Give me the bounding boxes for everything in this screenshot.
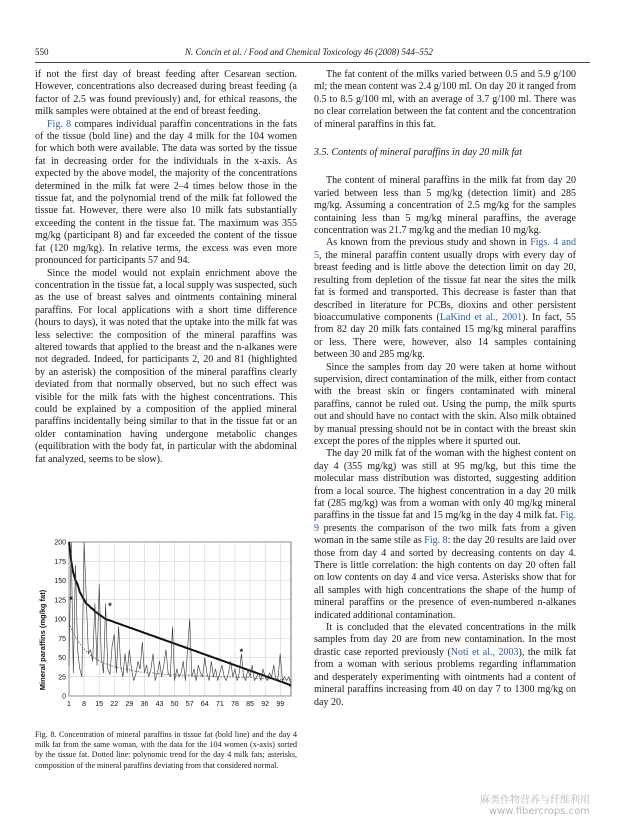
figure-link[interactable]: Fig. 8	[47, 118, 72, 130]
y-tick-label: 75	[58, 635, 66, 643]
figure-link[interactable]: Figs. 4 and 5	[314, 237, 576, 261]
paragraph: The fat content of the milks varied between 0.5 and 5.9 g/100 ml; the mean content was 2.4 g/100 ml. On day 20 it ranged from 0.5 to 8.5 g/100 ml, with an average of 3.7 g/100 ml. There was no clear correlation between the fat content and the concentration of mineral paraffins in this fat.	[314, 69, 576, 130]
running-header	[35, 47, 590, 59]
y-tick-label: 50	[58, 655, 66, 662]
figure-8-chart	[35, 538, 297, 724]
y-tick-label: 200	[54, 539, 66, 547]
x-tick-label: 99	[276, 701, 285, 708]
y-tick-label: 150	[54, 578, 66, 585]
page-number: 550	[35, 47, 49, 57]
x-tick-label: 78	[231, 701, 239, 708]
left-column	[35, 69, 297, 466]
paragraph: if not the first day of breast feeding after Cesarean section. However, concentrations also decreased during breast feeding (a factor of 2.5 was found previously) and, for ethical reasons, the milk samples were obtained at the end of breast feeding.	[35, 69, 297, 118]
asterisk-marker: *	[69, 594, 73, 605]
figure-link[interactable]: Fig. 8	[424, 535, 448, 547]
asterisk-marker: *	[239, 647, 244, 658]
right-column	[314, 69, 576, 709]
x-tick-label: 57	[185, 701, 194, 708]
x-tick-label: 85	[246, 701, 254, 708]
x-tick-label: 71	[215, 701, 224, 708]
section-heading: 3.5. Contents of mineral paraffins in day 20 milk fat	[314, 147, 523, 159]
x-tick-label: 43	[155, 701, 164, 708]
citation-link[interactable]: Noti et al., 2003	[450, 646, 519, 658]
paragraph: As known from the previous study and shown in Figs. 4 and 5, the mineral paraffin content usually drops with every day of breast feeding and is little above the detection limit on day 20, resulting from depletion of the tissue fat near the sites the milk fat is formed and transported. This decrease is faster than that described in literature for PCBs, dioxins and other persistent bioaccumulative components (LaKind et al., 2001). In fact, 55 from 82 day 20 milk fats contained 15 mg/kg mineral paraffins or less. There were, however, also 14 samples containing between 30 and 285 mg/kg.	[314, 237, 576, 361]
paragraph: Since the model would not explain enrichment above the concentration in the tissue fat, a local supply was suspected, such as the use of breast salves and ointments containing mineral paraffins. For local applications with a short time difference (hours to days), it was noted that the uptake into the milk fat was less selective: the composition of the mineral paraffins was altered towards that applied to the breast and the n-alkanes were not degraded. Indeed, for participants 2, 20 and 81 (highlighted by an asterisk) the composition of the mineral paraffins clearly deviated from that normally observed, but no such effect was visible for the milk fats with the highest concentrations. This could be explained by a composition of the applied mineral paraffins incidentally being similar to that in the tissue fat or an older contamination having undergone metabolic changes (equilibration with the body fat, in particular with the abdominal fat analyzed, seems to be slow).	[35, 267, 297, 465]
figure-8	[35, 538, 297, 724]
asterisk-marker: *	[108, 600, 112, 611]
watermark	[480, 795, 590, 817]
x-tick-label: 1	[67, 701, 71, 708]
figure-link[interactable]: Fig. 9	[314, 510, 576, 534]
paragraph: The content of mineral paraffins in the milk fat from day 20 varied between less than 5 mg/kg (detection limit) and 285 mg/kg. Assuming a concentration of 2.5 mg/kg for the samples containing less than 5 mg/kg mineral paraffins, the average concentration was 21.7 mg/kg and the median 10 mg/kg.	[314, 175, 576, 237]
watermark-line: www.fibercrops.com	[488, 806, 590, 817]
x-tick-label: 92	[261, 701, 270, 708]
x-tick-label: 36	[140, 701, 149, 708]
paragraph: Fig. 8 compares individual paraffin concentrations in the fats of the tissue (bold line) and the day 4 milk for the 104 women for which both were available. The data was sorted by the tissue fat in decreasing order for the individuals in the x-axis. As expected by the above model, the majority of the concentrations determined in the milk fat were 2–4 times below those in the tissue fat, and the polynomial trend of the milk fat followed the tissue fat. However, there were also 10 milk fats substantially exceeding the content in the tissue fat. The maximum was 355 mg/kg (participant 8) and far exceeded the content of the tissue fat (120 mg/kg). In relative terms, the excess was even more pronounced for participants 57 and 94.	[35, 118, 298, 267]
paragraph: The day 20 milk fat of the woman with the highest content on day 4 (355 mg/kg) was still at 95 mg/kg, but this time the molecular mass distribution was distorted, suggesting addition from a local source. The highest concentration in a day 20 milk fat (285 mg/kg) was from a woman with only 40 mg/kg mineral paraffins in the tissue fat and 15 mg/kg in the day 4 milk fat. Fig. 9 presents the comparison of the two milk fats from a given woman in the same stile as Fig. 8: the day 20 results are laid over those from day 4 and sorted by decreasing contents on day 4. There is little correlation: the high contents on day 20 often fall on low contents on day 4 and vice versa. Asterisks show that for all samples with high concentrations the shape of the hump of mineral paraffins or the presence of even-numbered n-alkanes indicated additional contamination.	[314, 448, 576, 621]
watermark-line: 麻类作物营养与纤维利用	[480, 795, 590, 806]
x-tick-label: 64	[200, 701, 209, 708]
x-tick-label: 29	[125, 701, 134, 708]
y-axis-label: Mineral paraffins (mg/kg fat)	[38, 589, 47, 691]
x-tick-label: 50	[170, 701, 179, 708]
x-tick-label: 22	[110, 701, 119, 708]
paragraph: Since the samples from day 20 were taken at home without supervision, direct contamination of the milk, either from contact with the breast skin or fingers contaminated with mineral paraffins, cannot be ruled out. Using the pump, the milk spurts out and should have no contact with the skin. Also milk obtained by manual pressing should not be in contact with the breast skin except the pores of the nipples where it spurted out.	[314, 361, 576, 447]
x-tick-label: 8	[82, 701, 87, 708]
journal-citation: N. Concin et al. / Food and Chemical Toxicology 46 (2008) 544–552	[185, 47, 433, 57]
y-tick-label: 25	[58, 674, 66, 682]
paragraph: It is concluded that the elevated concentrations in the milk samples from day 20 are from new contamination. In the most drastic case reported previously (Noti et al., 2003), the milk fat from a woman with serious problems regarding inflammation and desperately experimenting with ointments had a content of mineral paraffins increasing from 40 on day 7 to 1300 mg/kg on day 20.	[314, 622, 576, 708]
y-tick-label: 125	[54, 597, 66, 605]
citation-link[interactable]: LaKind et al., 2001	[439, 311, 523, 323]
y-tick-label: 0	[62, 693, 66, 701]
x-tick-label: 15	[95, 701, 104, 708]
y-tick-label: 100	[54, 616, 66, 624]
figure-caption: Fig. 8. Concentration of mineral paraffins in tissue fat (bold line) and the day 4 milk fat from the same woman, with the data for the 104 women (x-axis) sorted by the tissue fat. Dotted line: polynomic trend for the day 4 milk fats; asterisks, composition of the mineral paraffins deviating from that considered normal.	[35, 730, 297, 770]
header-rule	[35, 62, 590, 63]
y-tick-label: 175	[54, 558, 66, 566]
